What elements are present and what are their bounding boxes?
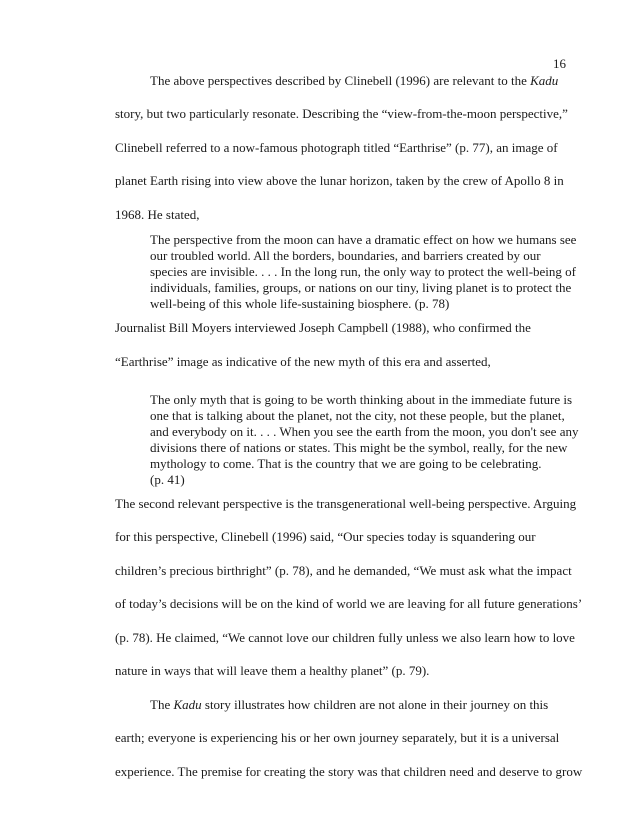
kadu-title-italic: Kadu	[530, 73, 559, 88]
para3-line-2: for this perspective, Clinebell (1996) said, “Our species today is squandering our	[115, 529, 536, 544]
para4-line-1	[150, 697, 548, 713]
para2-line-1: Journalist Bill Moyers interviewed Joseph Campbell (1988), who confirmed the	[115, 320, 531, 335]
quote2-line-5: mythology to come. That is the country that we are going to be celebrating.	[150, 456, 542, 471]
quote2-line-6: (p. 41)	[150, 472, 185, 487]
para1-line-5: 1968. He stated,	[115, 207, 200, 222]
quote1-line-3: species are invisible. . . . In the long run, the only way to protect the well-being of	[150, 264, 576, 279]
para4-line-2: earth; everyone is experiencing his or her own journey separately, but it is a universal	[115, 730, 560, 745]
para3-line-5: (p. 78). He claimed, “We cannot love our children fully unless we also learn how to love	[115, 630, 575, 645]
para4-line-3: experience. The premise for creating the story was that children need and deserve to grow	[115, 764, 583, 779]
para3-line-6: nature in ways that will leave them a healthy planet” (p. 79).	[115, 663, 430, 678]
para1-line-4: planet Earth rising into view above the lunar horizon, taken by the crew of Apollo 8 in	[115, 173, 564, 188]
quote2-line-1: The only myth that is going to be worth thinking about in the immediate future is	[150, 392, 573, 407]
para1-line-1	[150, 73, 558, 89]
para3-line-3: children’s precious birthright” (p. 78), and he demanded, “We must ask what the impact	[115, 563, 572, 578]
quote1-line-2: our troubled world. All the borders, boundaries, and barriers created by our	[150, 248, 541, 263]
kadu-title-italic-2: Kadu	[173, 697, 202, 712]
quote1-line-5: well-being of this whole life-sustaining biosphere. (p. 78)	[150, 296, 450, 311]
para3-line-1: The second relevant perspective is the transgenerational well-being perspective. Arguing	[115, 496, 577, 511]
para1-line-2: story, but two particularly resonate. Describing the “view-from-the-moon perspective,”	[115, 106, 568, 121]
quote2-line-4: divisions there of nations or states. This might be the symbol, really, for the new	[150, 440, 568, 455]
quote2-line-3: and everybody on it. . . . When you see the earth from the moon, you don't see any	[150, 424, 579, 439]
quote2-line-2: one that is talking about the planet, not the city, not these people, but the planet,	[150, 408, 565, 423]
para4-line-1-end: story illustrates how children are not alone in their journey on this	[201, 697, 549, 712]
para2-line-2: “Earthrise” image as indicative of the new myth of this era and asserted,	[115, 354, 491, 369]
para4-line-1-start: The	[150, 697, 174, 712]
quote1-line-1: The perspective from the moon can have a dramatic effect on how we humans see	[150, 232, 577, 247]
quote1-line-4: individuals, families, groups, or nations on our tiny, living planet is to protect the	[150, 280, 572, 295]
para1-line-3: Clinebell referred to a now-famous photograph titled “Earthrise” (p. 77), an image of	[115, 140, 558, 155]
para3-line-4: of today’s decisions will be on the kind of world we are leaving for all future generations’	[115, 596, 583, 611]
page-number: 16	[553, 56, 566, 71]
para1-line-1-text: The above perspectives described by Clinebell (1996) are relevant to the	[150, 73, 531, 88]
